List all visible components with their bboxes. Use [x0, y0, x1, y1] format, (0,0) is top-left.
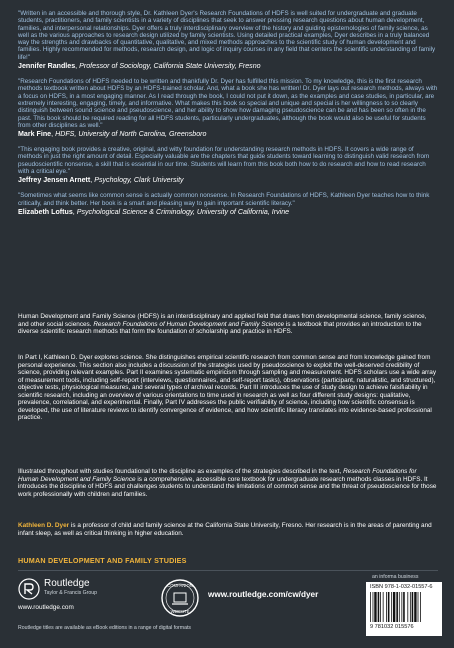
reviewer-name: Mark Fine	[18, 130, 52, 139]
reviewer-affiliation: Psychological Science & Criminology, University of California, Irvine	[76, 207, 290, 216]
review	[18, 192, 438, 217]
barcode-icon	[370, 592, 438, 622]
series-title: HUMAN DEVELOPMENT AND FAMILY STUDIES	[18, 556, 187, 565]
companion-website-url[interactable]: www.routledge.com/cw/dyer	[208, 590, 319, 599]
barcode-digits: 9 781032 015576	[370, 624, 414, 630]
author-bio-text: is a professor of child and family science at the California State University, Fresno. Her research is in the areas of parenting and infant sleep, as well as critical thinking in higher education.	[18, 522, 432, 537]
review	[18, 146, 438, 185]
review	[18, 10, 438, 71]
summary-text: is a comprehensive, accessible core textbook for undergraduate research methods classes in HDFS. It introduces the discipline of HDFS and challenges students to understand the limitations of common sense and the threat of pseudoscience for those work professionally with children and families.	[18, 475, 437, 498]
summary-paragraph	[18, 468, 438, 498]
companion-label-bottom: WEBSITE	[170, 609, 190, 614]
parts-paragraph: In Part I, Kathleen D. Dyer explores science. She distinguishes empirical scientific research from common sense and from knowledge gained from personal experience. This section also includes a discussion of the strategies used by pseudoscience to exploit the well-deserved credibility of science, providing relevant examples. Part II examines systematic empiricism through sampling and measurement. HDFS scholars use a wide array of measurement tools, including self-report (interviews, questionnaires, and self-report tasks), observations (participant, naturalistic, and structured), objective tests, physiological measures, and several types of archival records. Part III introduces the use of study design to achieve falsifiability in scientific research, including an overview of various orientations to time used in research as well as four different study designs: qualitative, prevalence, correlational, and experimental. Finally, Part IV addresses the public verifiability of science, including how scientific consensus is developed, the use of literature reviews to identify convergence of evidence, and how scientific literacy translates into evidence-based professional practice.	[18, 354, 437, 421]
reviewer-name: Jeffrey Jensen Arnett	[18, 176, 91, 185]
book-title-italic: Research Foundations of Human Development and Family Science	[93, 320, 285, 328]
publisher-website[interactable]: www.routledge.com	[18, 604, 74, 611]
divider	[18, 570, 438, 571]
reviewer-affiliation: Psychology, Clark University	[94, 176, 184, 185]
reviewer-affiliation: HDFS, University of North Carolina, Greensboro	[55, 130, 207, 139]
publisher-name: Routledge	[44, 578, 90, 589]
companion-label-top: COMPANION	[167, 583, 193, 588]
review-byline: Elizabeth Loftus, Psychological Science & Criminology, University of California, Irvine	[18, 207, 290, 216]
reviewer-name: Elizabeth Loftus	[18, 207, 73, 216]
reviewer-name: Jennifer Randles	[18, 62, 76, 71]
review-byline: Jennifer Randles, Professor of Sociology, California State University, Fresno	[18, 62, 261, 71]
companion-website-badge-icon	[160, 578, 200, 618]
review-quote: "This engaging book provides a creative, original, and witty foundation for understanding research methods in HDFS. It covers a wide range of methods in just the right amount of detail. Especially valuable are the chapters that guide students toward learning to distinguish valid research from pseudoscientific nonsense, a skill that is essential in our time. Students will learn from this book both how to do research and how to read research with a critical eye."	[18, 146, 430, 176]
ebook-note: Routledge titles are available as eBook editions in a range of digital formats	[18, 625, 192, 631]
author-bio	[18, 522, 438, 537]
review-quote: "Written in an accessible and thorough style, Dr. Kathleen Dyer's Research Foundations of HDFS is well suited for undergraduate and graduate students, practitioners, and family scientists in a variety of disciplines that seek to answer pressing research questions about human development, families, and interpersonal relationships. Dyer offers a truly interdisciplinary overview of the history and guiding epistemologies of family science, as well as the various approaches to research design utilized by family scientists. Using detailed practical examples, Dyer describes in a truly balanced way the strengths and drawbacks of quantitative, qualitative, and mixed methods approaches to the scientific study of human development and families. Highly recommended for methods, research design, and logic of inquiry courses in any field that centers the scientific understanding of family life!"	[18, 10, 436, 61]
description-text: is a textbook that provides an introduction to the diverse scientific research methods that form the foundation of scholarship and practice in HDFS.	[18, 320, 422, 335]
review	[18, 78, 438, 139]
summary-text: Illustrated throughout with studies foundational to the discipline as examples of the strategies described in the text,	[18, 468, 344, 475]
book-title-italic: Research Foundations for Human Development and Family Science	[18, 468, 417, 483]
publisher-subtitle: Taylor & Francis Group	[44, 590, 98, 596]
description-text: Human Development and Family Science (HDFS) is an interdisciplinary and applied field that draws from developmental science, family science, and other social sciences.	[18, 313, 427, 328]
author-name: Kathleen D. Dyer	[18, 522, 70, 529]
barcode-panel	[366, 582, 442, 636]
routledge-logo-icon	[18, 578, 40, 600]
isbn-text: ISBN 978-1-032-01557-6	[370, 584, 433, 590]
review-quote: "Research Foundations of HDFS needed to be written and thankfully Dr. Dyer has fulfilled this mission. To my knowledge, this is the first research methods textbook written about HDFS by an HDFS-trained scholar. And, what a book she has written! Dr. Dyer lays out research methods, always with a focus on HDFS, in a most engaging manner. As I read through the book, I could not put it down, as the examples and case studies, in particular, are extremely interesting, engaging, timely, and informative. What makes this book so special and unique and special is her willingness to so clearly distinguish between sound science and pseudoscience, and her ability to show how damaging pseudoscience can be and has been so often in the past. This book should be required reading for all HDFS students, particularly undergraduates, although the book would also be useful for students from other disciplines as well."	[18, 78, 438, 129]
description-paragraph	[18, 313, 438, 336]
review-quote: "Sometimes what seems like common sense is actually common nonsense. In Research Foundations of HDFS, Kathleen Dyer teaches how to think critically, and think better. Her book is a smart and pleasing way to gain important scientific literacy."	[18, 192, 430, 207]
informa-tagline: an informa business	[372, 574, 419, 580]
review-byline: Jeffrey Jensen Arnett, Psychology, Clark University	[18, 176, 184, 185]
reviews-section	[18, 10, 438, 224]
review-byline: Mark Fine, HDFS, University of North Carolina, Greensboro	[18, 130, 207, 139]
reviewer-affiliation: Professor of Sociology, California State University, Fresno	[79, 62, 261, 71]
